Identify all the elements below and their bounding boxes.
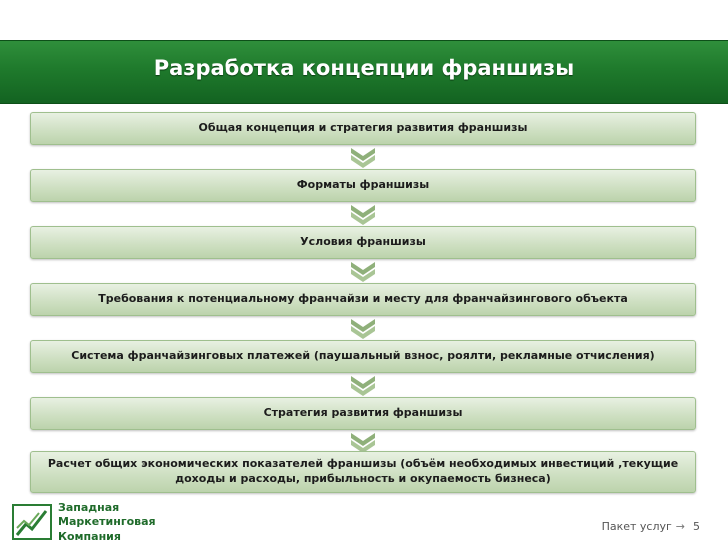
package-label: Пакет услуг — [601, 520, 672, 533]
page-footer — [602, 520, 700, 533]
company-name-line: Западная — [58, 501, 120, 514]
arrow-right-icon: → — [675, 520, 685, 533]
process-step-6: Стратегия развития франшизы — [30, 397, 696, 430]
chevron-down-icon — [347, 203, 379, 225]
process-step-2: Форматы франшизы — [30, 169, 696, 202]
company-name-line: Компания — [58, 529, 121, 543]
chevron-down-icon — [347, 260, 379, 282]
chevron-down-icon — [347, 317, 379, 339]
chevron-down-icon — [347, 146, 379, 168]
process-step-5: Система франчайзинговых платежей (паушальный взнос, роялти, рекламные отчисления) — [30, 340, 696, 373]
company-logo-icon — [12, 504, 52, 540]
page-number: 5 — [693, 520, 700, 533]
process-step-7: Расчет общих экономических показателей франшизы (объём необходимых инвестиций ,текущие доходы и расходы, прибыльность и окупаемость бизнеса) — [30, 451, 696, 493]
process-step-1: Общая концепция и стратегия развития франшизы — [30, 112, 696, 145]
company-name — [58, 501, 156, 544]
company-name-line: Маркетинговая — [58, 515, 156, 529]
page-title: Разработка концепции франшизы — [153, 56, 575, 80]
process-step-4: Требования к потенциальному франчайзи и месту для франчайзингового объекта — [30, 283, 696, 316]
process-step-3: Условия франшизы — [30, 226, 696, 259]
chevron-down-icon — [347, 374, 379, 396]
chevron-down-icon — [347, 431, 379, 453]
